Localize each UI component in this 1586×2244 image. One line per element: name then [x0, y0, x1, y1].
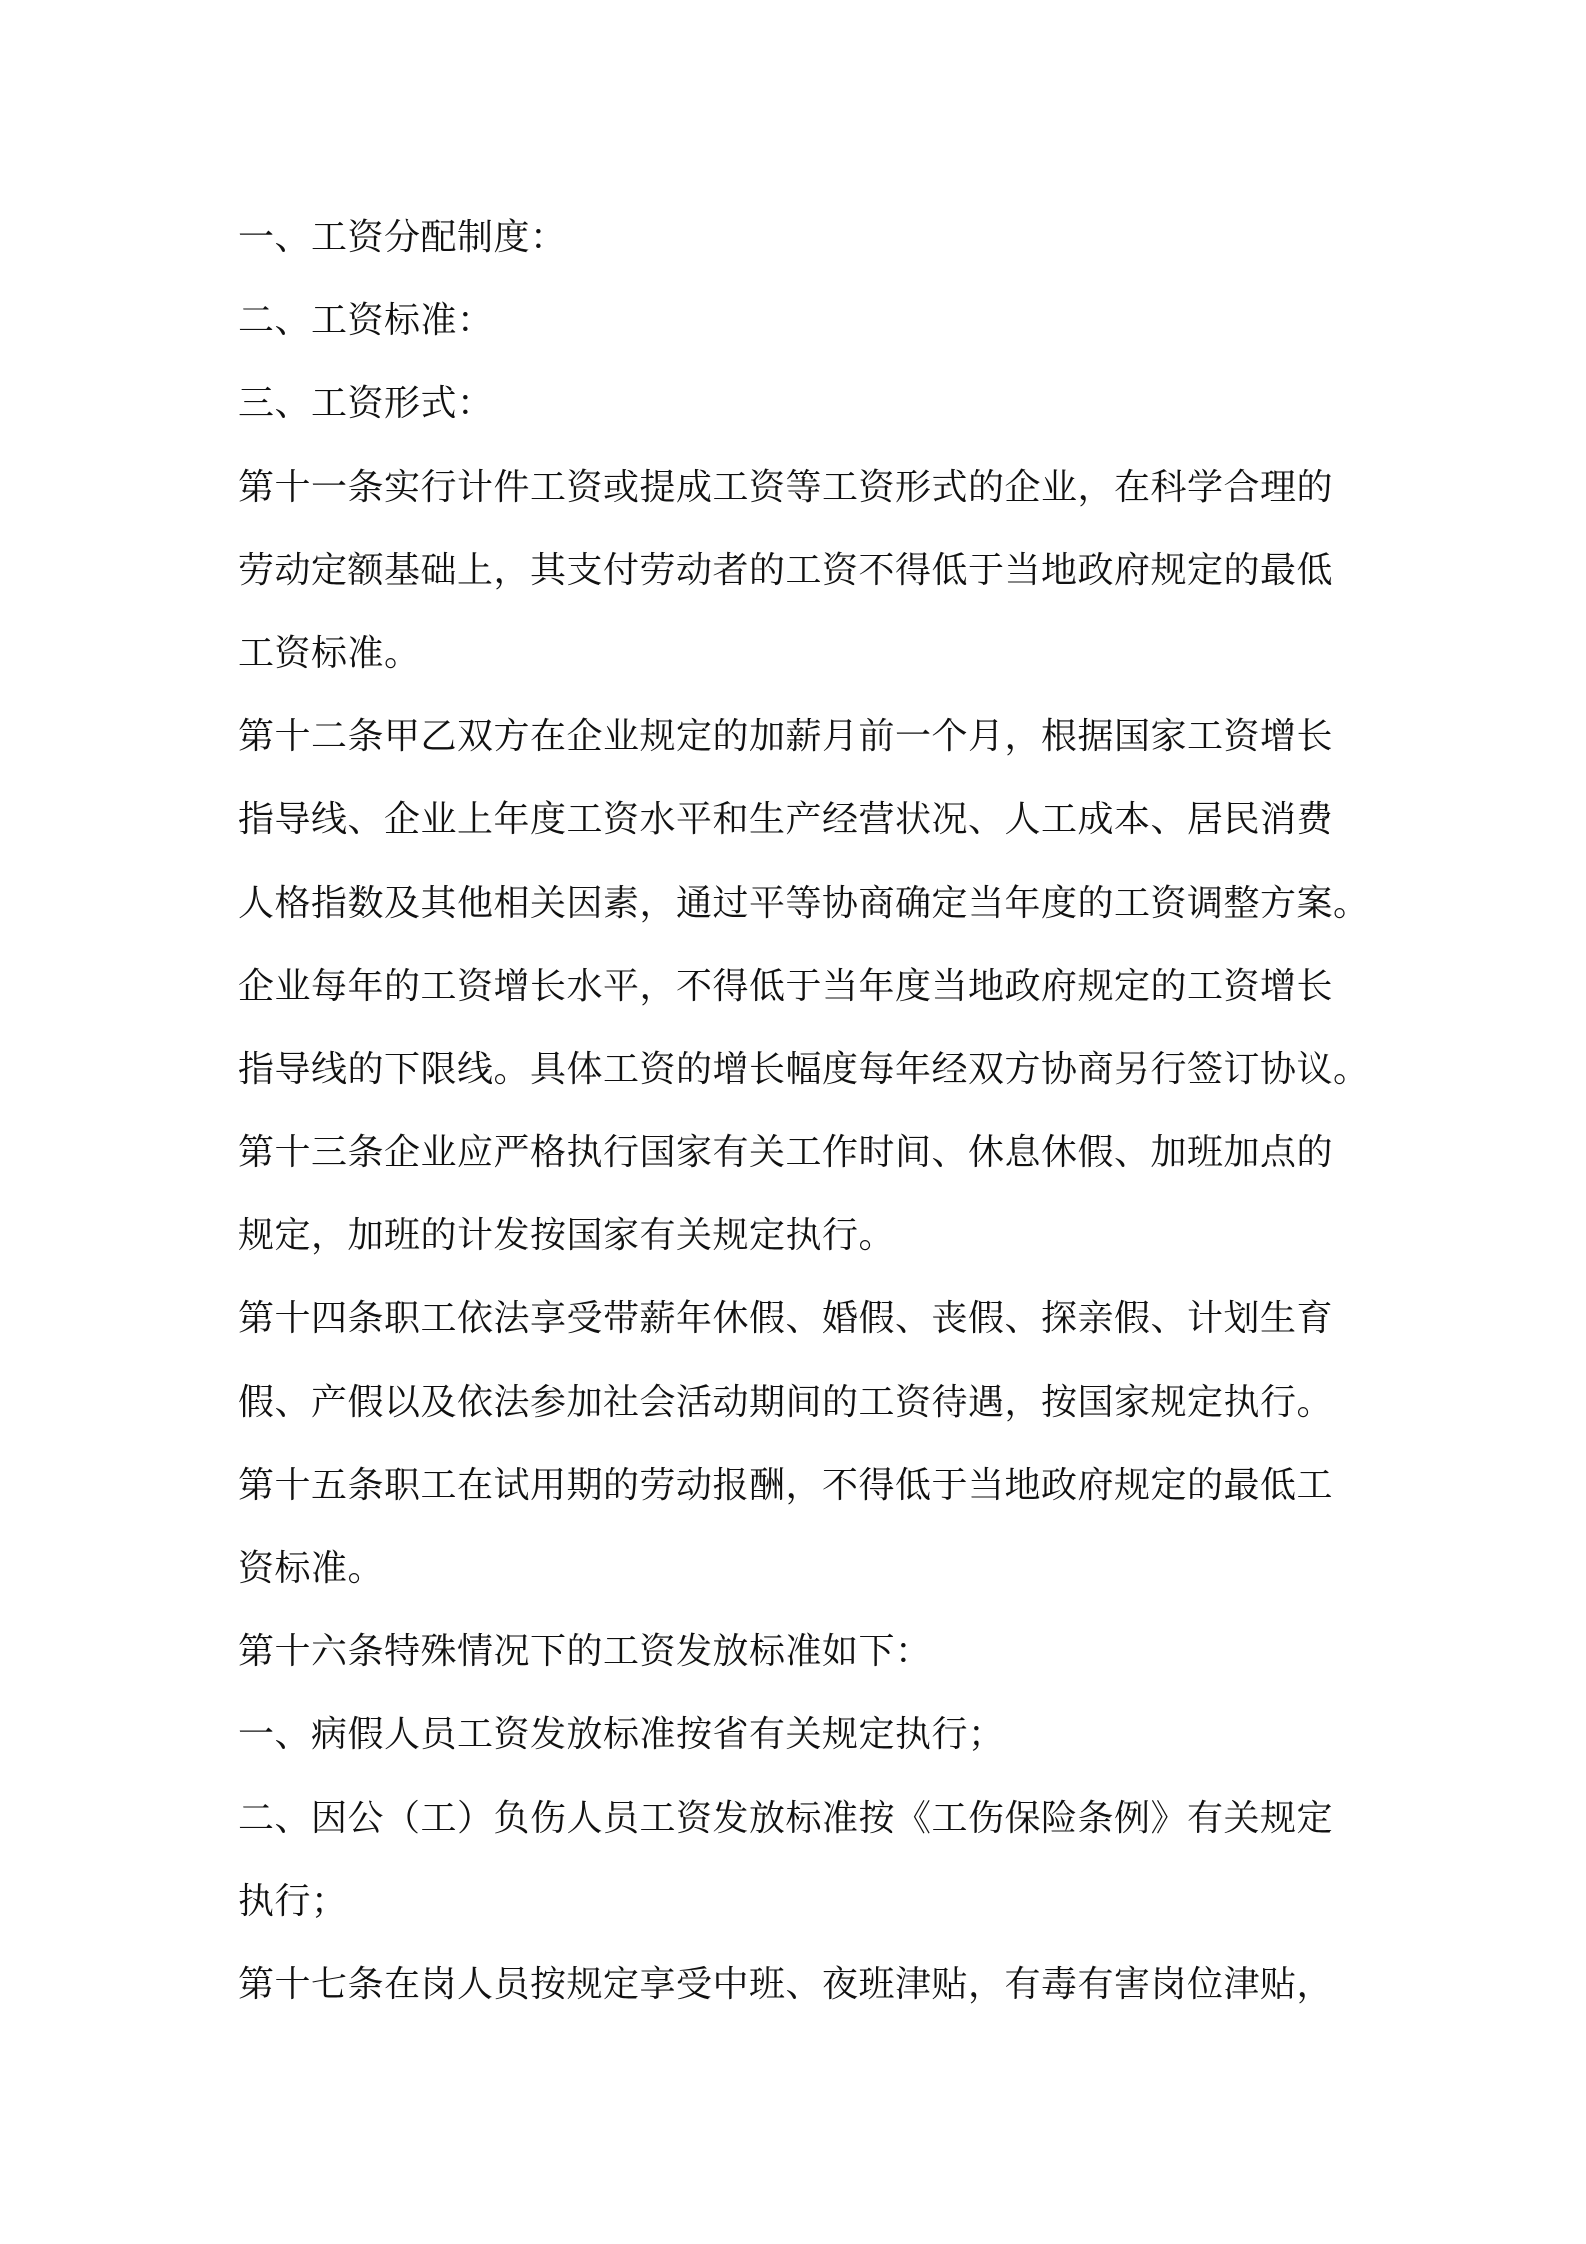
text-line: 第十六条特殊情况下的工资发放标准如下：	[238, 1631, 932, 1673]
text-line: 第十三条企业应严格执行国家有关工作时间、休息休假、加班加点的	[238, 1132, 1334, 1174]
text-line: 假、产假以及依法参加社会活动期间的工资待遇，按国家规定执行。	[238, 1381, 1334, 1423]
text-line: 二、因公（工）负伤人员工资发放标准按《工伤保险条例》有关规定	[238, 1797, 1334, 1839]
text-line: 执行；	[238, 1880, 348, 1922]
text-line: 资标准。	[238, 1548, 385, 1589]
text-line: 一、病假人员工资发放标准按省有关规定执行；	[238, 1714, 1005, 1756]
text-line: 人格指数及其他相关因素，通过平等协商确定当年度的工资调整方案。	[238, 882, 1370, 924]
text-line: 第十七条在岗人员按规定享受中班、夜班津贴，有毒有害岗位津贴，	[238, 1963, 1334, 2005]
text-line: 企业每年的工资增长水平，不得低于当年度当地政府规定的工资增长	[238, 965, 1334, 1007]
text-line: 劳动定额基础上，其支付劳动者的工资不得低于当地政府规定的最低	[238, 549, 1334, 591]
text-line: 第十一条实行计件工资或提成工资等工资形式的企业，在科学合理的	[238, 466, 1334, 508]
text-line: 第十二条甲乙双方在企业规定的加薪月前一个月，根据国家工资增长	[238, 716, 1334, 758]
text-line: 三、工资形式：	[238, 383, 494, 425]
text-line: 第十四条职工依法享受带薪年休假、婚假、丧假、探亲假、计划生育	[238, 1298, 1334, 1340]
document-body	[238, 196, 1378, 2026]
text-line: 一、工资分配制度：	[238, 217, 567, 258]
text-line: 工资标准。	[238, 632, 421, 674]
text-line: 第十五条职工在试用期的劳动报酬，不得低于当地政府规定的最低工	[238, 1464, 1334, 1506]
text-line: 二、工资标准：	[238, 300, 494, 342]
text-line: 指导线、企业上年度工资水平和生产经营状况、人工成本、居民消费	[238, 799, 1334, 841]
text-line: 规定，加班的计发按国家有关规定执行。	[238, 1215, 896, 1257]
text-line: 指导线的下限线。具体工资的增长幅度每年经双方协商另行签订协议。	[238, 1048, 1370, 1090]
